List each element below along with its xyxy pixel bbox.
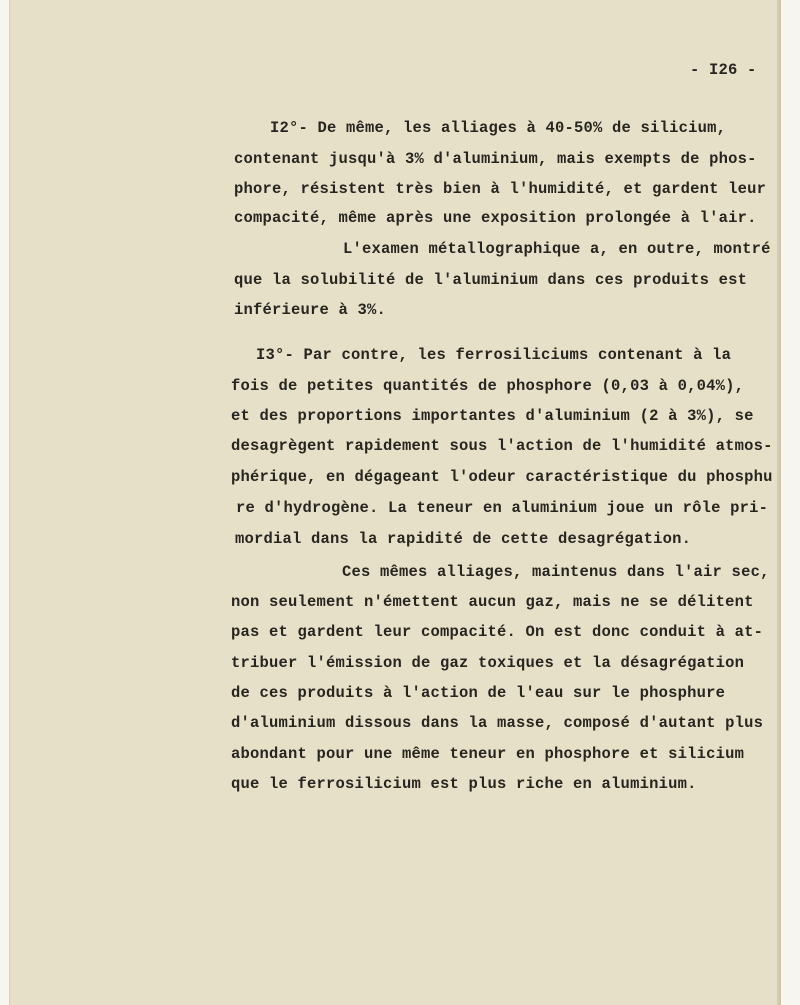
text-line: mordial dans la rapidité de cette desagrégation. xyxy=(235,530,692,548)
text-line: que la solubilité de l'aluminium dans ces produits est xyxy=(234,271,748,289)
page-number: - I26 - xyxy=(690,61,757,79)
text-line: fois de petites quantités de phosphore (0,03 à 0,04%), xyxy=(231,377,745,395)
text-line: Ces mêmes alliages, maintenus dans l'air sec, xyxy=(342,563,770,581)
text-line: I3°- Par contre, les ferrosiliciums contenant à la xyxy=(256,346,732,364)
text-line: phore, résistent très bien à l'humidité, et gardent leur xyxy=(234,180,767,198)
text-line: pas et gardent leur compacité. On est donc conduit à at- xyxy=(231,623,764,641)
text-line: L'examen métallographique a, en outre, montré xyxy=(343,240,771,258)
text-line: contenant jusqu'à 3% d'aluminium, mais exempts de phos- xyxy=(234,150,757,168)
text-line: et des proportions importantes d'aluminium (2 à 3%), se xyxy=(231,407,754,425)
text-line: I2°- De même, les alliages à 40-50% de silicium, xyxy=(270,119,727,137)
text-line: de ces produits à l'action de l'eau sur le phosphure xyxy=(231,684,726,702)
text-line: desagrègent rapidement sous l'action de l'humidité atmos- xyxy=(231,437,773,455)
text-line: compacité, même après une exposition prolongée à l'air. xyxy=(234,209,757,227)
text-line: d'aluminium dissous dans la masse, composé d'autant plus xyxy=(231,714,764,732)
text-line: tribuer l'émission de gaz toxiques et la désagrégation xyxy=(231,654,745,672)
text-line: re d'hydrogène. La teneur en aluminium joue un rôle pri- xyxy=(236,499,769,517)
text-line: non seulement n'émettent aucun gaz, mais ne se délitent xyxy=(231,593,754,611)
text-line: abondant pour une même teneur en phosphore et silicium xyxy=(231,745,745,763)
typed-page xyxy=(10,0,780,1005)
text-line: phérique, en dégageant l'odeur caractéristique du phosphu xyxy=(231,468,773,486)
text-line: que le ferrosilicium est plus riche en aluminium. xyxy=(231,775,697,793)
text-line: inférieure à 3%. xyxy=(234,301,387,319)
